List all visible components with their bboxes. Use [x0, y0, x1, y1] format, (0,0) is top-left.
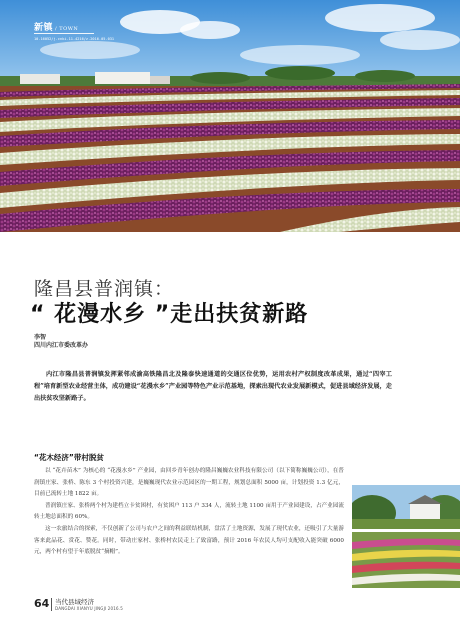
section-label: 新镇 — [34, 23, 54, 33]
article-title-line2: “ 花漫水乡 ”走出扶贫新路 — [30, 302, 309, 327]
garden-image — [352, 532, 460, 588]
section-label-en: / TOWN — [55, 26, 79, 32]
garden-photo — [352, 532, 460, 588]
footer-divider — [51, 598, 52, 611]
paragraph: 这一农旅结合的探索，不仅创新了公司与农户之间的利益联结机制，盘活了土地资源，发展了现代农业，还吸引了大量游客来此品花、赏花、赞花。同时，带动庄家村、张桥村农民走上了致富路，预计 2016 年农民人均可支配收入能突破 6000 元，两个村有望于年底脱贫“摘帽”。 — [34, 525, 344, 556]
flower-field-image — [0, 0, 460, 232]
paragraph: 普润镇庄家、张桥两个村为建档立卡贫困村，有贫困户 113 户 334 人，流转土地 1100 亩用于产业园建设，占产业园流转土地总面积的 60%。 — [34, 502, 344, 521]
abstract: 内江市隆昌县普润镇发挥紧邻成渝高铁隆昌北及隆泰快速通道的交通区位优势，运用农村产权制度改革成果，通过“四宰工程”培育新型农业经营主体，成功建设“花漫水乡”产业园等特色产业示范基地，探索出现代农业发展新模式，促进县域经济发展，走出扶贫攻坚新路子。 — [34, 371, 392, 402]
section-heading: “花木经济”带村脱贫 — [34, 453, 104, 462]
author-affiliation: 四川内江市委改革办 — [34, 342, 89, 349]
author-name: 李智 — [34, 334, 47, 341]
section-tag — [34, 20, 78, 33]
village-image — [352, 485, 460, 529]
page-number: 64 — [34, 597, 50, 610]
village-photo — [352, 485, 460, 529]
article-title-line1: 隆昌县普润镇： — [34, 278, 175, 300]
paragraph: 以 “花卉苗木” 为核心的 “花漫水乡” 产业园，由回乡青年创办的隆昌巍巍农业科技有限公司（以下简称巍巍公司），在普润镇庄家、张桥、陈东 3 个村投资兴建，是巍巍现代农业示范园区的一期工程，规划总面积 5000 亩，计划投资 1.3 亿元，目前已流转土地 1822 亩。 — [34, 468, 344, 498]
journal-title: 当代县域经济 — [55, 598, 94, 606]
body-text — [34, 466, 344, 559]
journal-issue: DANGDAI XIANYU JINGJI 2016.5 — [55, 606, 124, 611]
doi-code: 10.16052/j.cnki.11-4216/z.2016.05.031 — [34, 37, 115, 41]
hero-photo — [0, 0, 460, 232]
section-divider — [34, 33, 94, 34]
